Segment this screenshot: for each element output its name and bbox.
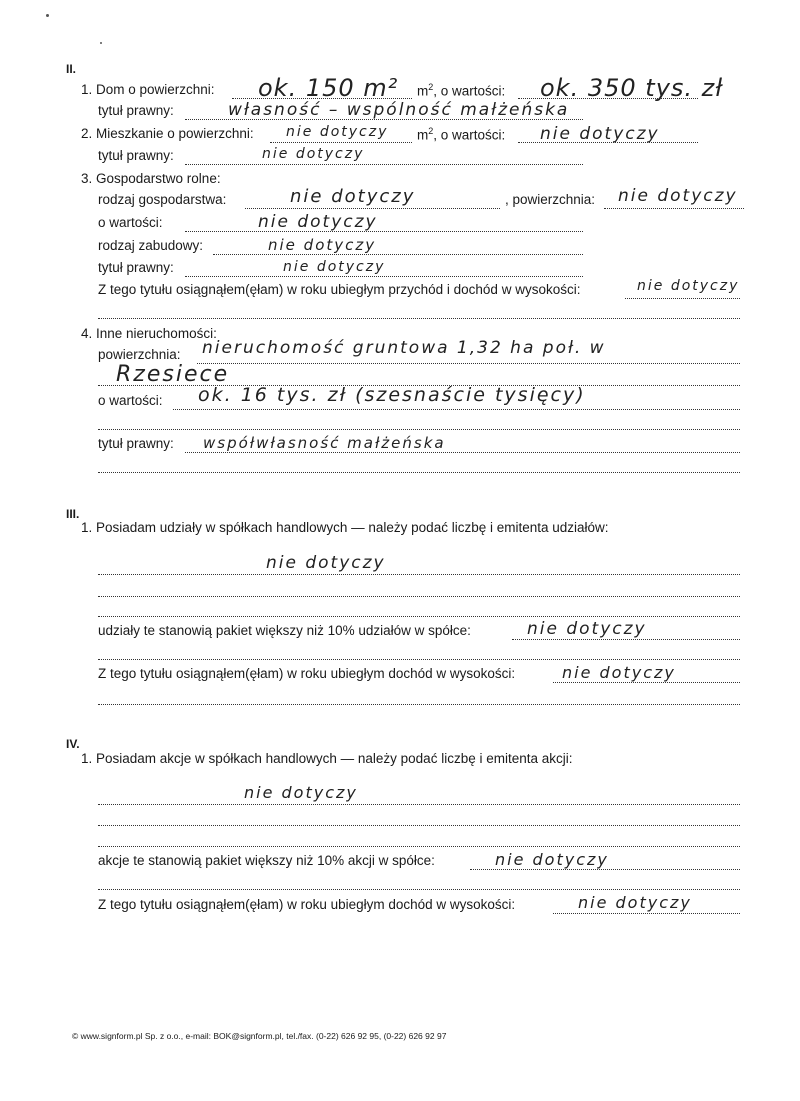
other-value-line-2 — [98, 429, 740, 430]
shares-income-label: Z tego tytułu osiągnąłem(ęłam) w roku ubiegłym dochód w wysokości: — [98, 666, 516, 681]
other-surface-line — [197, 363, 740, 364]
farm-surface-handwriting: nie dotyczy — [618, 186, 738, 206]
other-title-handwriting: współwłasność małżeńska — [203, 434, 446, 452]
stocks-income-line — [553, 913, 740, 914]
scan-speck — [100, 42, 102, 44]
farm-value-line — [185, 231, 583, 232]
footer-copyright: © www.signform.pl Sp. z o.o., e-mail: BOK@signform.pl, tel./fax. (0-22) 626 92 95, (0-22) 626 92 97 — [72, 1031, 447, 1041]
flat-value-handwriting: nie dotyczy — [540, 124, 660, 144]
flat-area-label: 2. Mieszkanie o powierzchni: — [81, 126, 254, 141]
flat-title-line — [185, 164, 583, 165]
flat-title-label: tytuł prawny: — [98, 148, 174, 163]
stocks-pakiet-line-2 — [98, 889, 740, 890]
stocks-line-2 — [98, 825, 740, 826]
shares-income-line — [553, 682, 740, 683]
section-III-heading: III. — [66, 507, 80, 521]
farm-buildings-line — [213, 254, 583, 255]
farm-surface-line — [604, 208, 744, 209]
farm-title-handwriting: nie dotyczy — [283, 259, 386, 275]
shares-handwriting: nie dotyczy — [266, 553, 386, 573]
house-area-unit: $m^2$, o wartości: — [417, 82, 506, 99]
farm-type-line — [245, 208, 500, 209]
other-value-handwriting: ok. 16 tys. zł (szesnaście tysięcy) — [198, 384, 586, 406]
shares-pakiet-line-2 — [98, 659, 740, 660]
other-surface-handwriting-cont: Rzesiece — [116, 362, 230, 387]
other-value-line — [173, 409, 740, 410]
farm-type-label: rodzaj gospodarstwa: — [98, 192, 227, 207]
shares-income-handwriting: nie dotyczy — [562, 663, 676, 682]
flat-area-handwriting: nie dotyczy — [286, 124, 389, 140]
house-area-label: 1. Dom o powierzchni: — [81, 82, 215, 97]
flat-area-unit: $m^2$, o wartości: — [417, 126, 506, 143]
farm-surface-label: , powierzchnia: — [505, 192, 596, 207]
other-title-line — [185, 452, 740, 453]
other-title-label: tytuł prawny: — [98, 436, 174, 451]
stocks-label: 1. Posiadam akcje w spółkach handlowych — należy podać liczbę i emitenta akcji: — [81, 751, 573, 766]
stocks-pakiet-line — [470, 869, 740, 870]
house-title-handwriting: własność – wspólność małżeńska — [228, 100, 570, 120]
section-IV-heading: IV. — [66, 737, 80, 751]
farm-income-line — [625, 298, 740, 299]
stocks-handwriting: nie dotyczy — [244, 783, 358, 802]
farm-title-line — [185, 276, 583, 277]
shares-label: 1. Posiadam udziały w spółkach handlowych — należy podać liczbę i emitenta udziałów: — [81, 520, 609, 535]
flat-title-handwriting: nie dotyczy — [262, 146, 365, 162]
farm-income-label: Z tego tytułu osiągnąłem(ęłam) w roku ubiegłym przychód i dochód w wysokości: — [98, 282, 581, 297]
farm-buildings-label: rodzaj zabudowy: — [98, 238, 204, 253]
farm-buildings-handwriting: nie dotyczy — [268, 236, 377, 254]
stocks-income-label: Z tego tytułu osiągnąłem(ęłam) w roku ubiegłym dochód w wysokości: — [98, 897, 516, 912]
other-surface-handwriting: nieruchomość gruntowa 1,32 ha poł. w — [202, 338, 606, 358]
shares-pakiet-label: udziały te stanowią pakiet większy niż 10% udziałów w spółce: — [98, 623, 471, 638]
other-title-line-2 — [98, 472, 740, 473]
other-value-label: o wartości: — [98, 393, 163, 408]
house-title-label: tytuł prawny: — [98, 103, 174, 118]
scan-speck — [46, 14, 49, 17]
farm-income-line-2 — [98, 318, 740, 319]
shares-income-line-2 — [98, 704, 740, 705]
shares-pakiet-handwriting: nie dotyczy — [527, 619, 647, 639]
stocks-line-3 — [98, 846, 740, 847]
farm-value-label: o wartości: — [98, 215, 163, 230]
farm-income-handwriting: nie dotyczy — [637, 278, 740, 294]
shares-line-2 — [98, 596, 740, 597]
stocks-line-1 — [98, 804, 740, 805]
other-property-label: 4. Inne nieruchomości: — [81, 326, 217, 341]
house-area-handwriting: ok. 150 m² — [258, 74, 399, 102]
section-II-heading: II. — [66, 62, 77, 76]
farm-type-handwriting: nie dotyczy — [290, 186, 416, 207]
stocks-pakiet-label: akcje te stanowią pakiet większy niż 10% akcji w spółce: — [98, 853, 435, 868]
shares-pakiet-line — [512, 639, 740, 640]
farm-title-label: tytuł prawny: — [98, 260, 174, 275]
house-value-handwriting: ok. 350 tys. zł — [540, 74, 724, 102]
other-surface-label: powierzchnia: — [98, 347, 181, 362]
shares-line-3 — [98, 616, 740, 617]
flat-area-line — [270, 142, 412, 143]
shares-line-1 — [98, 574, 740, 575]
farm-value-handwriting: nie dotyczy — [258, 212, 378, 232]
farm-label: 3. Gospodarstwo rolne: — [81, 171, 221, 186]
stocks-income-handwriting: nie dotyczy — [578, 893, 692, 912]
stocks-pakiet-handwriting: nie dotyczy — [495, 850, 609, 869]
